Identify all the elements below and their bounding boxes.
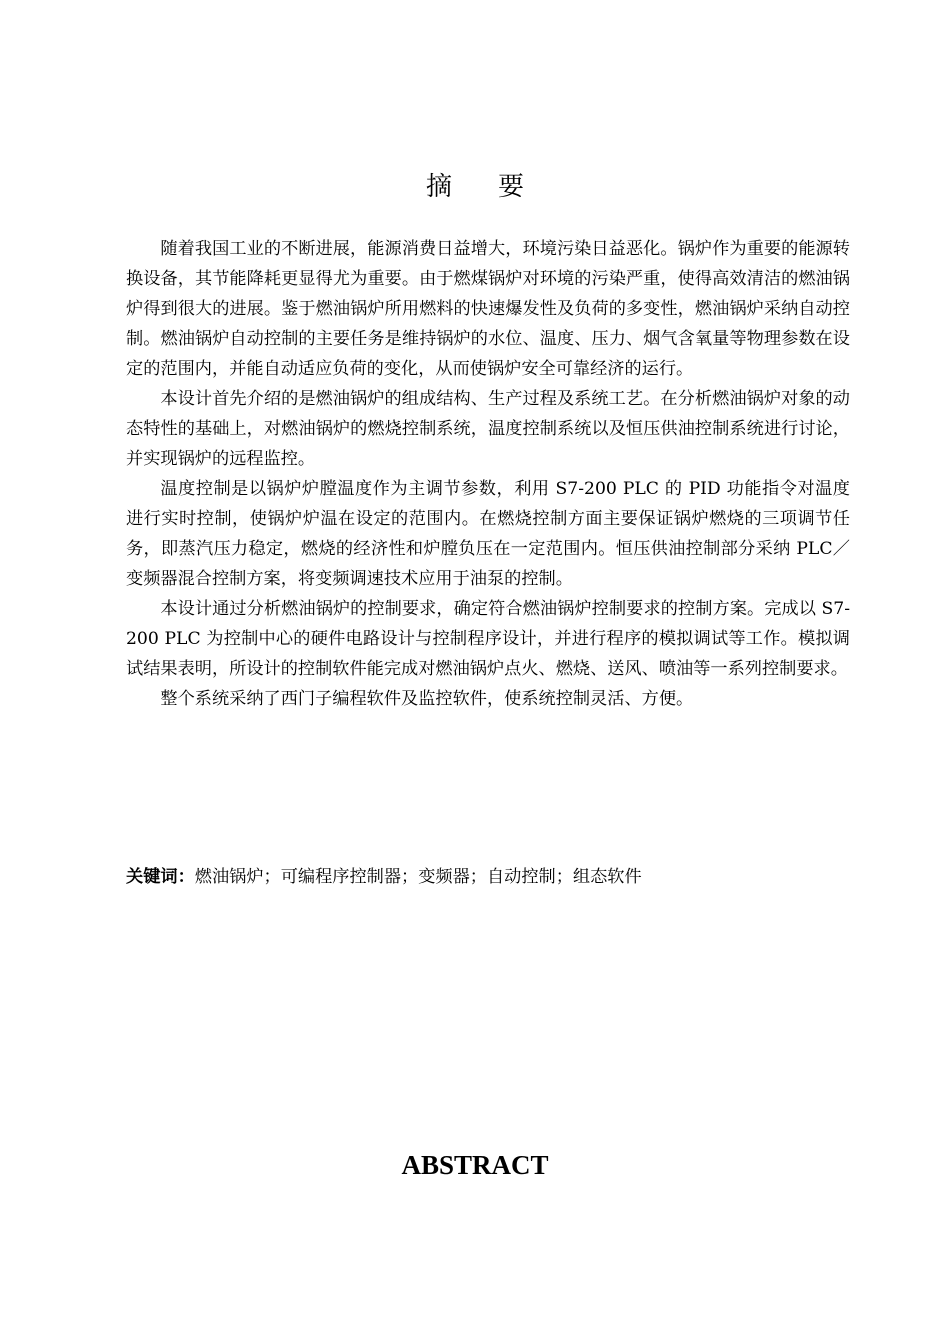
chinese-abstract-title: 摘要	[425, 172, 570, 202]
abstract-paragraph-4: 本设计通过分析燃油锅炉的控制要求，确定符合燃油锅炉控制要求的控制方案。完成以 S7-200 PLC 为控制中心的硬件电路设计与控制程序设计，并进行程序的模拟调试等工作。模拟调试结果表明，所设计的控制软件能完成对燃油锅炉点火、燃烧、送风、喷油等一系列控制要求。	[126, 599, 850, 679]
keywords-line	[126, 862, 850, 892]
abstract-body	[126, 234, 850, 714]
english-abstract-title: ABSTRACT	[401, 1150, 549, 1180]
keywords-label: 关键词：	[126, 867, 195, 887]
abstract-paragraph-5: 整个系统采纳了西门子编程软件及监控软件，使系统控制灵活、方便。	[160, 689, 694, 709]
abstract-paragraph-2: 本设计首先介绍的是燃油锅炉的组成结构、生产过程及系统工艺。在分析燃油锅炉对象的动态特性的基础上，对燃油锅炉的燃烧控制系统，温度控制系统以及恒压供油控制系统进行讨论，并实现锅炉的远程监控。	[126, 389, 850, 469]
abstract-paragraph-1: 随着我国工业的不断进展，能源消费日益增大，环境污染日益恶化。锅炉作为重要的能源转换设备，其节能降耗更显得尤为重要。由于燃煤锅炉对环境的污染严重，使得高效清洁的燃油锅炉得到很大的进展。鉴于燃油锅炉所用燃料的快速爆发性及负荷的多变性，燃油锅炉采纳自动控制。燃油锅炉自动控制的主要任务是维持锅炉的水位、温度、压力、烟气含氧量等物理参数在设定的范围内，并能自动适应负荷的变化，从而使锅炉安全可靠经济的运行。	[126, 239, 850, 379]
abstract-paragraph-3: 温度控制是以锅炉炉膛温度作为主调节参数，利用 S7-200 PLC 的 PID 功能指令对温度进行实时控制，使锅炉炉温在设定的范围内。在燃烧控制方面主要保证锅炉燃烧的三项调节任务，即蒸汽压力稳定，燃烧的经济性和炉膛负压在一定范围内。恒压供油控制部分采纳 PLC／变频器混合控制方案，将变频调速技术应用于油泵的控制。	[126, 479, 850, 589]
keywords-text: 燃油锅炉；可编程序控制器；变频器；自动控制；组态软件	[194, 867, 642, 887]
